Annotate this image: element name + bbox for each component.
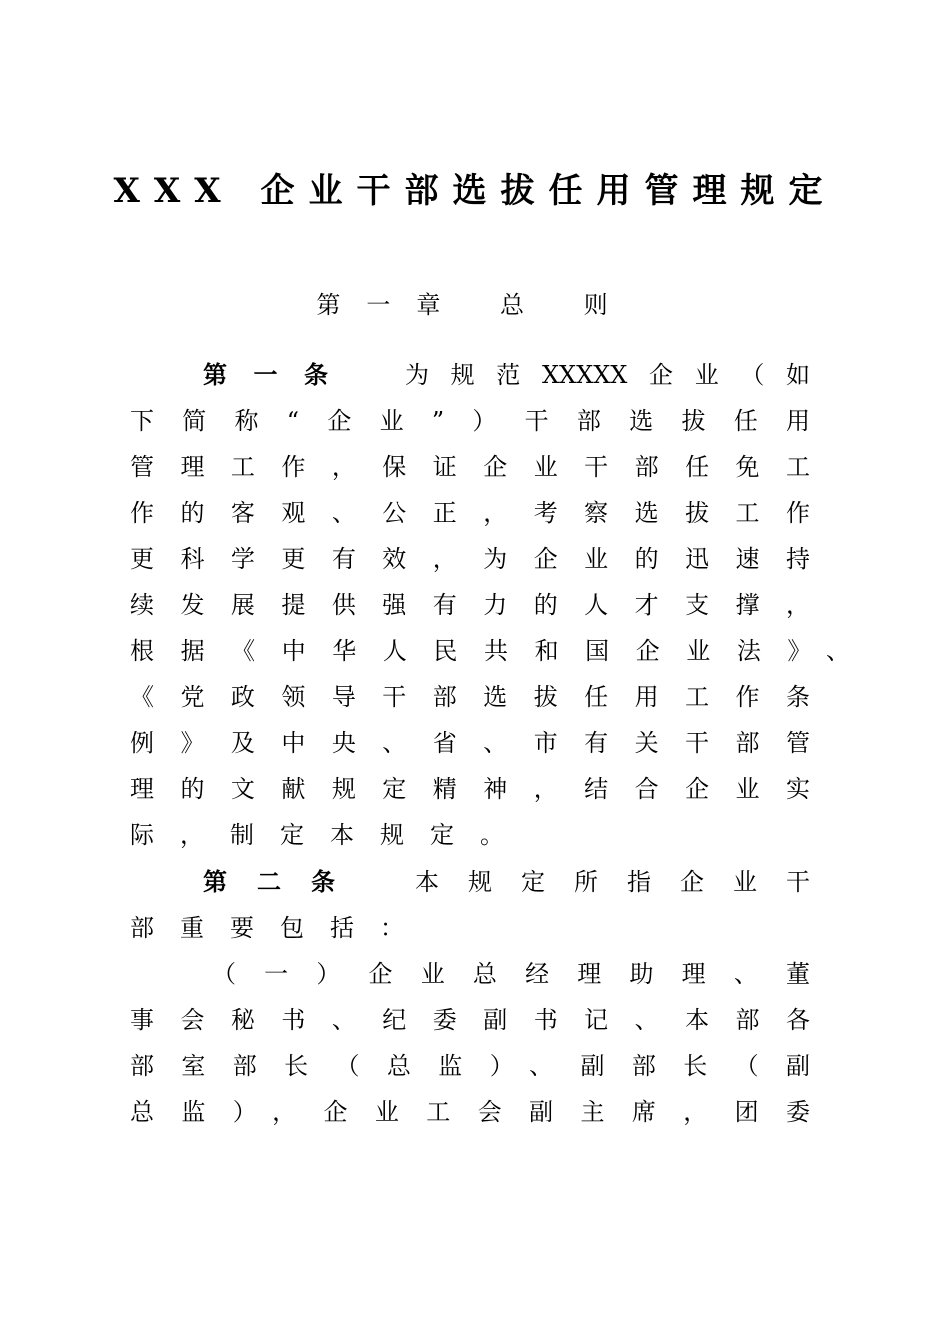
article-1-last-line: 际，制定本规定。 xyxy=(130,821,530,849)
article-1-line: 例》及中央、省、市有关干部管 xyxy=(130,729,810,757)
article-2-line: 部重要包括： xyxy=(130,914,430,942)
article-2-item-1-first-line: （一）企业总经理助理、董 xyxy=(212,960,810,988)
article-1-line: 管理工作，保证企业干部任免工 xyxy=(130,453,810,481)
article-2-label: 第二条 xyxy=(203,867,335,896)
article-1-line: 理的文献规定精神，结合企业实 xyxy=(130,775,810,803)
article-2-item-1-line: 总监），企业工会副主席，团委 xyxy=(130,1098,810,1126)
article-1-line: 根据《中华人民共和国企业法》、 xyxy=(130,637,850,665)
article-2-first-line: 本规定所指企业干 xyxy=(415,868,810,896)
article-1-line: 《党政领导干部选拔任用工作条 xyxy=(130,683,810,711)
article-2-item-1-line: 事会秘书、纪委副书记、本部各 xyxy=(130,1006,810,1034)
chapter-heading-text: 第一章 总 则 xyxy=(316,291,634,319)
article-1-line: 续发展提供强有力的人才支撑， xyxy=(130,591,810,619)
chapter-heading xyxy=(200,285,750,325)
article-1-line: 更科学更有效，为企业的迅速持 xyxy=(130,545,810,573)
article-1-label: 第一条 xyxy=(203,360,328,389)
article-1-line: 下简称“企业”）干部选拔任用 xyxy=(130,407,810,435)
article-1-line: 作的客观、公正，考察选拔工作 xyxy=(130,499,810,527)
document-title: XXX 企业干部选拔任用管理规定 xyxy=(113,171,837,211)
article-2-item-1-line: 部室部长（总监）、副部长（副 xyxy=(130,1052,810,1080)
article-1-first-line: 为规范XXXXX企业（如 xyxy=(405,361,810,389)
